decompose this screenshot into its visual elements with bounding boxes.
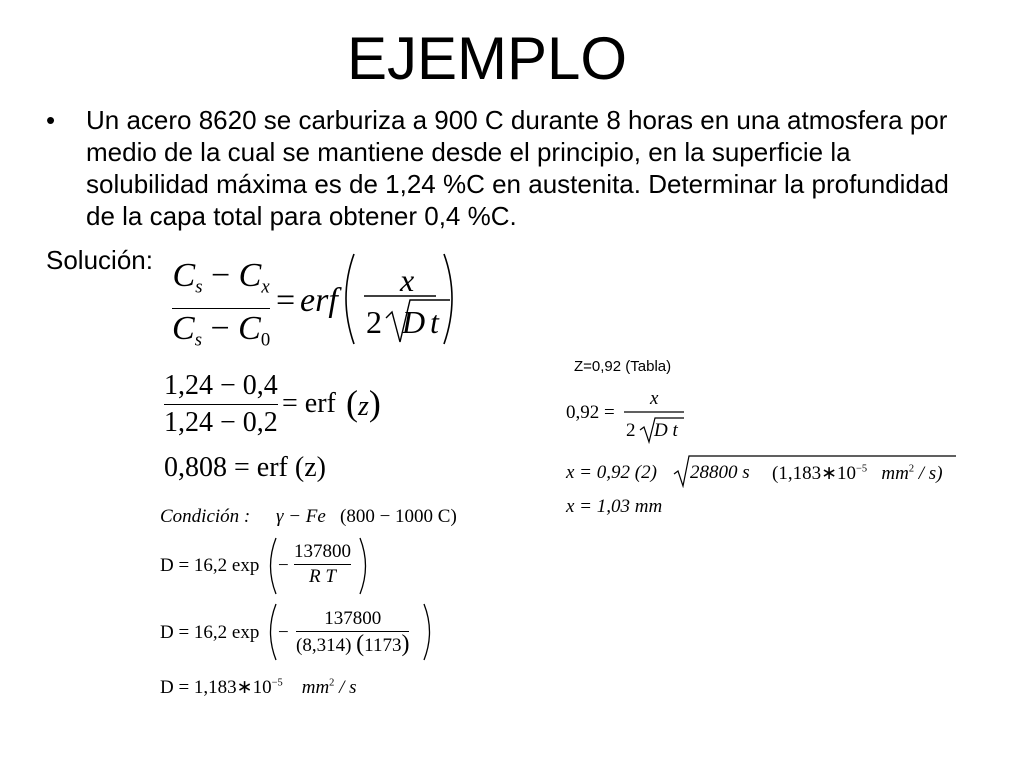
depth-result: x = 1,03 mm [566,496,663,517]
z-table-note: Z=0,92 (Tabla) [574,358,672,375]
x2-time: 28800 s [690,462,750,483]
d1-lhs: D = 16,2 exp [160,555,260,576]
x1-num: x [650,388,659,409]
problem-statement: Un acero 8620 se carburiza a 900 C durante 8 horas en una atmosfera por medio de la cual se mantiene desde el principio, en la superficie la solubilidad máxima es de 1,24 %C en austenita. Determinar la profundidad de la capa total para obtener 0,4 %C. [86,105,949,231]
numerator-x: x [400,262,415,298]
equation-erf-value: 0,808 = erf (z) [164,452,326,483]
condition-phase: γ − Fe [276,506,326,527]
x2-diffusivity: ($1,183∗10^{-5}$ $mm^2 / s$) [772,463,943,484]
erf-z-argument: (z) [346,383,381,423]
d2-fraction: 137800 (8,314) (1173) [296,608,410,657]
x2-lhs: x = 0,92 (2) [566,462,657,483]
x1-den: D t [654,420,678,441]
condition-label: Condición : [160,506,251,527]
erf-label: erf [300,282,338,319]
denominator-two: 2 [366,304,382,340]
concentration-fraction: $C_s - C_x$ $C_s - C_0$ [172,257,271,351]
d2-lhs: D = 16,2 exp [160,622,260,643]
erf-z-rhs: = erf [282,388,336,419]
denominator-t: t [430,304,439,340]
d1-fraction: 137800 R T [294,541,351,587]
x1-two: 2 [626,420,636,441]
numeric-fraction: 1,24 − 0,4 1,24 − 0,2 [164,370,278,438]
d2-minus: − [278,622,289,643]
x1-lhs: 0,92 = [566,402,615,423]
slide-title: EJEMPLO [346,25,628,92]
condition-range: (800 − 1000 C) [340,506,457,527]
bullet-dot: • [46,105,56,135]
diffusivity-result: $D = 1,183∗10^{-5}$ $mm^2$ / s [160,677,357,698]
denominator-D: D [402,304,426,340]
equals-sign: = [276,282,296,319]
d1-minus: − [278,555,289,576]
solution-label: Solución: [46,245,153,275]
